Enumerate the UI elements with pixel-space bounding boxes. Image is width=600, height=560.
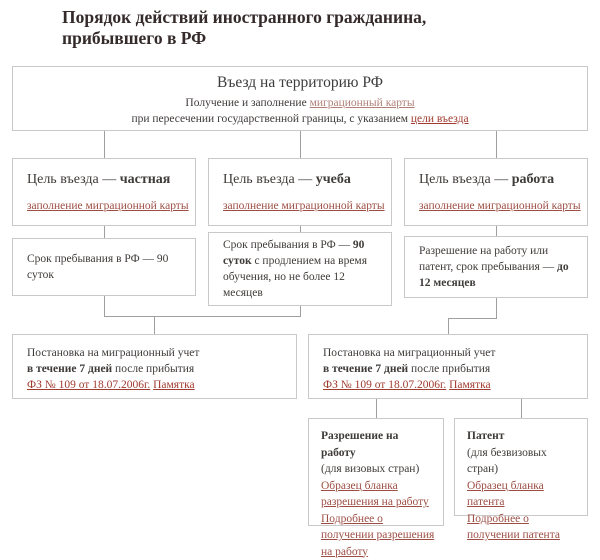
connector-line [496,226,497,236]
duration-box-private [12,238,196,296]
duration-bold: 90 суток [223,239,364,267]
purpose-value: учеба [316,172,351,187]
registration-links [27,377,296,393]
work-permit-title: Разрешение на работу [321,428,435,461]
connector-line [448,318,497,319]
duration-box-study [208,232,392,306]
connector-line [376,399,377,418]
purpose-prefix: Цель въезда — [419,172,512,187]
work-permit-details-link[interactable]: Подробнее о получении разрешения на работу [321,513,434,558]
connector-line [104,316,301,317]
page-title [62,7,582,49]
registration-rest: после прибытия [408,363,490,375]
memo-link[interactable]: Памятка [153,379,195,391]
purpose-heading [419,172,587,188]
duration-post: с продлением на время обучения, но не более 12 месяцев [223,255,367,299]
fill-migration-card-link[interactable]: заполнение миграционной карты [419,200,581,212]
duration-pre: Разрешение на работу или патент, срок пребывания — [419,245,557,273]
purpose-heading [27,172,195,188]
patent-details-link[interactable]: Подробнее о получении патента [467,513,560,542]
purpose-box-work [404,158,588,226]
duration-bold: до 12 месяцев [419,261,569,289]
duration-pre: Срок пребывания в РФ — [223,239,353,251]
purpose-prefix: Цель въезда — [27,172,120,187]
page-title-line2: прибывшего в РФ [62,28,582,49]
purpose-value: работа [512,172,554,187]
registration-box-right [308,334,588,399]
entry-purpose-link[interactable]: цели въезда [411,113,469,125]
duration-box-work [404,236,588,298]
registration-rest: после прибытия [112,363,194,375]
patent-title: Патент [467,428,579,445]
connector-line [496,131,497,158]
fill-migration-card-link[interactable]: заполнение миграционной карты [223,200,385,212]
work-permit-box [308,418,444,526]
law-109-link[interactable]: ФЗ № 109 от 18.07.2006г. [323,379,446,391]
work-permit-form-link[interactable]: Образец бланка разрешения на работу [321,480,429,509]
connector-line [496,298,497,319]
purpose-heading [223,172,391,188]
entry-line2-text: при пересечении государственной границы, с указанием [131,113,410,125]
registration-links [323,377,587,393]
registration-deadline: в течение 7 дней [27,363,112,375]
page-title-line1: Порядок действий иностранного гражданина, [62,7,582,28]
connector-line [104,296,105,317]
fill-migration-card-link[interactable]: заполнение миграционной карты [27,200,189,212]
migration-card-link[interactable]: миграционный карты [310,97,415,109]
purpose-box-private [12,158,196,226]
registration-line1: Постановка на миграционный учет [323,345,587,361]
entry-box-title: Въезд на территорию РФ [13,74,587,92]
entry-line1-text: Получение и заполнение [185,97,309,109]
duration-text [419,243,579,291]
duration-text [223,237,383,301]
registration-box-left [12,334,297,399]
connector-line [521,399,522,418]
entry-box-subtitle [13,95,587,127]
registration-line2 [27,361,296,377]
purpose-box-study [208,158,392,226]
patent-subtitle: (для безвизовых стран) [467,445,579,478]
registration-line2 [323,361,587,377]
registration-line1: Постановка на миграционный учет [27,345,296,361]
connector-line [448,319,449,334]
duration-text [27,251,187,283]
connector-line [300,131,301,158]
work-permit-links [321,478,435,560]
purpose-prefix: Цель въезда — [223,172,316,187]
connector-line [104,131,105,158]
patent-box [454,418,588,516]
connector-line [154,317,155,334]
law-109-link[interactable]: ФЗ № 109 от 18.07.2006г. [27,379,150,391]
duration-pre: Срок пребывания в РФ — 90 суток [27,253,168,281]
connector-line [104,226,105,238]
work-permit-subtitle: (для визовых стран) [321,461,435,478]
patent-links [467,478,579,544]
purpose-value: частная [120,172,171,187]
patent-form-link[interactable]: Образец бланка патента [467,480,544,509]
memo-link[interactable]: Памятка [449,379,491,391]
registration-deadline: в течение 7 дней [323,363,408,375]
entry-box [12,66,588,131]
